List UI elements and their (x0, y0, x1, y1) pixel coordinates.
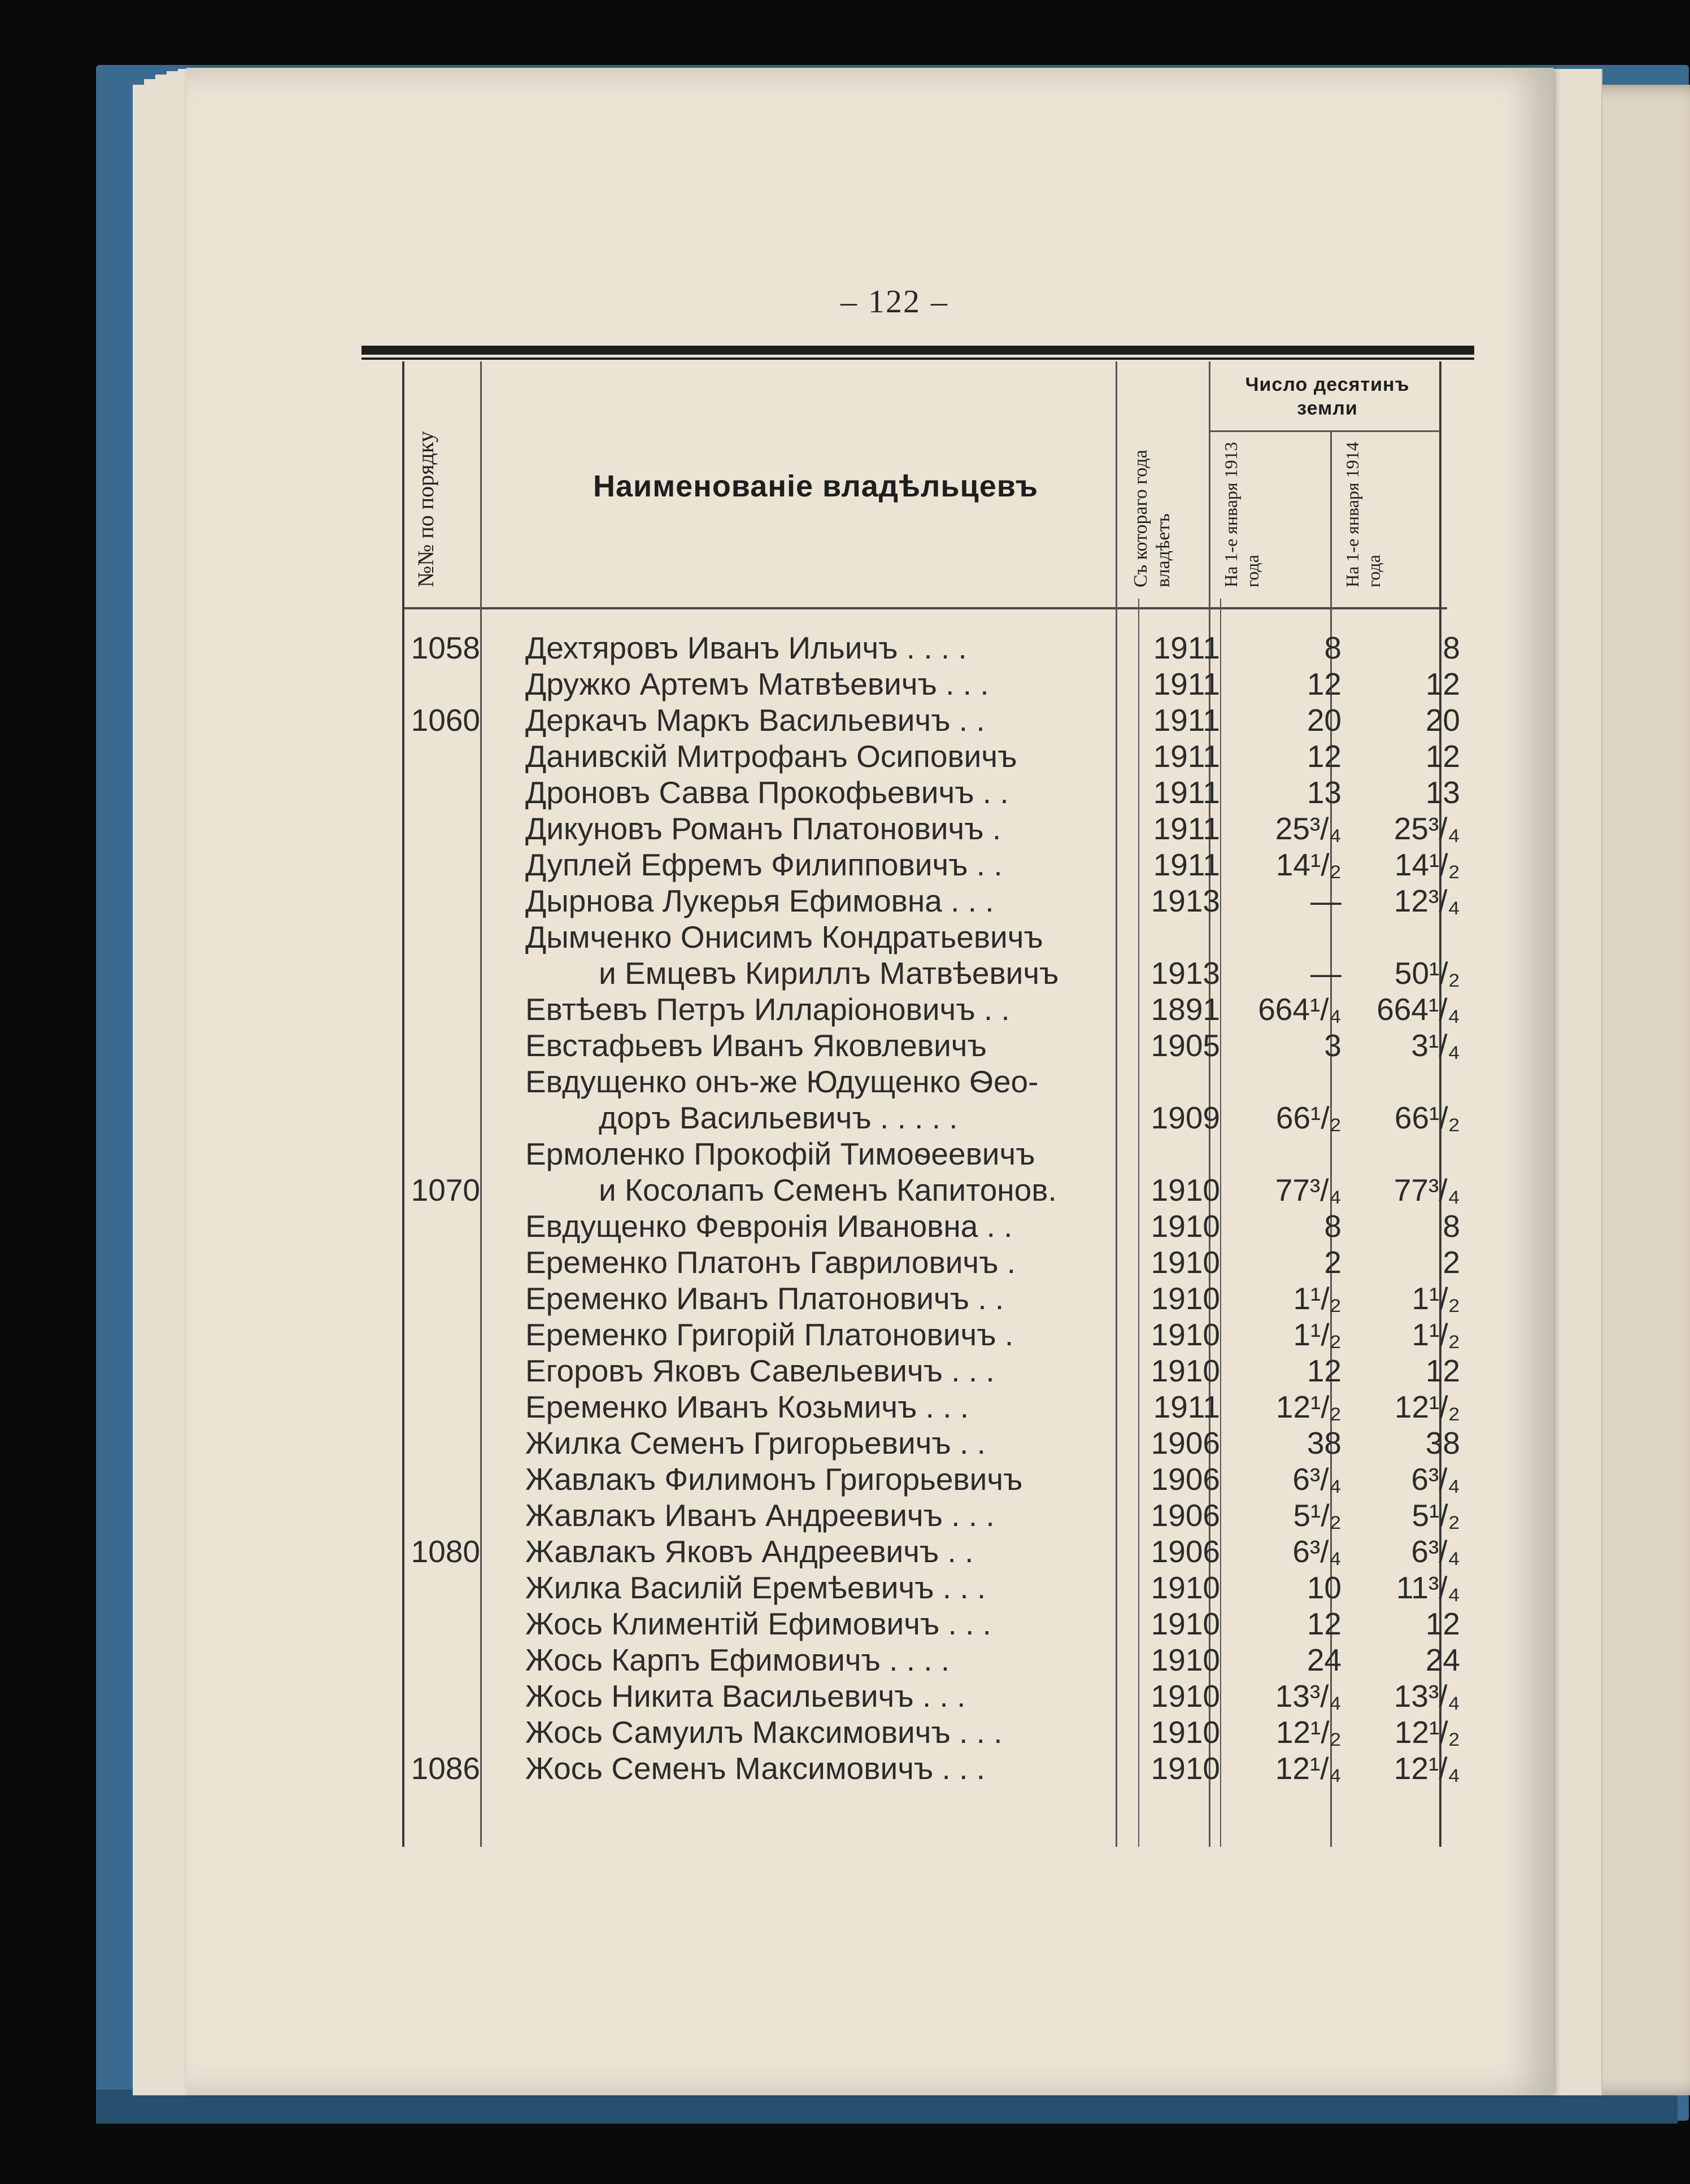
row-owner-name: Еременко Платонъ Гавриловичъ . (525, 1245, 1016, 1280)
header-number: №№ по порядку (413, 431, 438, 587)
row-since-year: 1906 (1151, 1462, 1220, 1497)
row-land-1914: 6³/₄ (1411, 1534, 1460, 1569)
row-owner-name: Еременко Иванъ Платоновичъ . . (525, 1281, 1004, 1316)
row-land-1913: 13 (1306, 775, 1341, 810)
row-since-year: 1906 (1151, 1498, 1220, 1533)
header-subdivider (1209, 430, 1440, 432)
row-land-1913: 20 (1306, 703, 1341, 738)
row-owner-name: Деркачъ Маркъ Васильевичъ . . (525, 703, 985, 738)
row-since-year: 1911 (1153, 739, 1220, 774)
row-land-1914: 13 (1425, 775, 1460, 810)
row-owner-name: Жавлакъ Филимонъ Григорьевичъ (525, 1462, 1023, 1497)
table-top-rule (361, 346, 1474, 355)
row-land-1914: 8 (1443, 630, 1460, 665)
row-land-1914: 66¹/₂ (1394, 1100, 1460, 1135)
row-land-1914: 77³/₄ (1393, 1172, 1460, 1207)
row-land-1914: 24 (1425, 1642, 1460, 1677)
row-land-1913: 12¹/₂ (1275, 1389, 1341, 1424)
row-land-1913: 66¹/₂ (1275, 1100, 1341, 1135)
header-name: Наименованіе владѣльцевъ (593, 469, 1038, 503)
row-since-year: 1910 (1151, 1245, 1220, 1280)
row-owner-name: Егоровъ Яковъ Савельевичъ . . . (525, 1353, 995, 1388)
row-land-1914: 13³/₄ (1393, 1679, 1460, 1714)
row-owner-name: Евстафьевъ Иванъ Яковлевичъ (525, 1028, 987, 1063)
row-owner-name: Дикуновъ Романъ Платоновичъ . (525, 811, 1001, 846)
row-land-1914: 14¹/₂ (1394, 847, 1460, 882)
row-land-1913: 12¹/₂ (1275, 1715, 1341, 1750)
row-since-year: 1910 (1151, 1570, 1220, 1605)
column-divider (1220, 599, 1221, 1847)
row-since-year: 1910 (1151, 1715, 1220, 1750)
row-land-1913: 6³/₄ (1292, 1534, 1341, 1569)
row-number: 1070 (411, 1172, 480, 1207)
row-land-1913: 38 (1306, 1426, 1341, 1461)
row-owner-name: Дырнова Лукерья Ефимовна . . . (525, 883, 994, 918)
row-land-1913: 12 (1306, 739, 1341, 774)
row-owner-name: Дехтяровъ Иванъ Ильичъ . . . . (525, 630, 967, 665)
row-land-1914: 3¹/₄ (1411, 1028, 1460, 1063)
row-land-1914: 38 (1425, 1426, 1460, 1461)
row-since-year: 1913 (1151, 956, 1220, 991)
row-land-1913: 5¹/₂ (1293, 1498, 1341, 1533)
row-land-1914: 12¹/₂ (1394, 1715, 1460, 1750)
row-owner-name: Евдущенко онъ-же Юдущенко Ѳео- (525, 1064, 1039, 1099)
row-land-1914: 20 (1425, 703, 1460, 738)
row-land-1914: 11³/₄ (1396, 1570, 1460, 1605)
row-number: 1060 (411, 703, 480, 738)
row-since-year: 1906 (1151, 1426, 1220, 1461)
row-land-1913: 6³/₄ (1292, 1462, 1341, 1497)
row-owner-name: Жавлакъ Яковъ Андреевичъ . . (525, 1534, 974, 1569)
row-since-year: 1911 (1153, 630, 1220, 665)
header-since-year: Съ котораго года владѣетъ (1130, 450, 1174, 587)
header-land-group: Число десятинъ земли (1245, 374, 1410, 419)
row-owner-name: Дуплей Ефремъ Филипповичъ . . (525, 847, 1003, 882)
row-land-1913: 1¹/₂ (1293, 1281, 1341, 1316)
row-land-1913: 24 (1306, 1642, 1341, 1677)
row-land-1914: 5¹/₂ (1412, 1498, 1460, 1533)
row-land-1914: 1¹/₂ (1412, 1317, 1460, 1352)
row-since-year: 1911 (1153, 703, 1220, 738)
row-owner-name-cont: доръ Васильевичъ . . . . . (599, 1100, 958, 1135)
page-number: – 122 – (840, 283, 948, 320)
row-since-year: 1910 (1151, 1317, 1220, 1352)
row-land-1913: 3 (1324, 1028, 1341, 1063)
row-since-year: 1911 (1153, 1389, 1220, 1424)
row-land-1913: 77³/₄ (1275, 1172, 1341, 1207)
row-since-year: 1910 (1151, 1172, 1220, 1207)
row-owner-name: Дружко Артемъ Матвѣевичъ . . . (525, 666, 989, 701)
row-land-1914: 12 (1425, 1353, 1460, 1388)
row-owner-name: Дроновъ Савва Прокофьевичъ . . (525, 775, 1009, 810)
row-land-1914: 12³/₄ (1393, 883, 1460, 918)
row-owner-name: Жось Самуилъ Максимовичъ . . . (525, 1715, 1003, 1750)
row-owner-name: Еременко Иванъ Козьмичъ . . . (525, 1389, 969, 1424)
row-land-1914: 12¹/₂ (1394, 1389, 1460, 1424)
row-land-1914: 1¹/₂ (1412, 1281, 1460, 1316)
row-land-1913: 12¹/₄ (1275, 1751, 1341, 1786)
row-since-year: 1911 (1153, 775, 1220, 810)
row-land-1913: 12 (1306, 666, 1341, 701)
row-land-1913: 10 (1306, 1570, 1341, 1605)
row-since-year: 1911 (1153, 666, 1220, 701)
row-owner-name-cont: и Емцевъ Кириллъ Матвѣевичъ (599, 956, 1059, 991)
row-owner-name: Жавлакъ Иванъ Андреевичъ . . . (525, 1498, 995, 1533)
row-land-1913: 8 (1324, 1209, 1341, 1244)
row-since-year: 1910 (1151, 1209, 1220, 1244)
column-divider (480, 361, 482, 1847)
row-owner-name-cont: и Косолапъ Семенъ Капитонов. (599, 1172, 1057, 1207)
row-owner-name: Дымченко Онисимъ Кондратьевичъ (525, 919, 1043, 954)
row-land-1914: 12 (1425, 666, 1460, 701)
row-owner-name: Жось Карпъ Ефимовичъ . . . . (525, 1642, 950, 1677)
row-land-1914: 12 (1425, 739, 1460, 774)
row-since-year: 1910 (1151, 1606, 1220, 1641)
row-land-1914: 25³/₄ (1393, 811, 1460, 846)
row-since-year: 1911 (1153, 811, 1220, 846)
table-header-rule (402, 607, 1447, 609)
row-number: 1080 (411, 1534, 480, 1569)
row-land-1914: 8 (1443, 1209, 1460, 1244)
row-since-year: 1913 (1151, 883, 1220, 918)
row-land-1914: 12 (1425, 1606, 1460, 1641)
row-since-year: 1910 (1151, 1679, 1220, 1714)
column-divider (402, 361, 404, 1847)
row-since-year: 1910 (1151, 1642, 1220, 1677)
row-land-1913: 12 (1306, 1606, 1341, 1641)
column-divider (1116, 361, 1117, 1847)
row-land-1913: 664¹/₄ (1258, 992, 1341, 1027)
row-owner-name: Данивскій Митрофанъ Осиповичъ (525, 739, 1017, 774)
row-owner-name: Жилка Семенъ Григорьевичъ . . (525, 1426, 986, 1461)
header-jan-1914: На 1-е января 1914 года (1342, 442, 1384, 587)
row-owner-name: Евтѣевъ Петръ Илларіоновичъ . . (525, 992, 1010, 1027)
row-land-1913: — (1310, 956, 1341, 991)
row-since-year: 1909 (1151, 1100, 1220, 1135)
row-since-year: 1911 (1153, 847, 1220, 882)
row-since-year: 1906 (1151, 1534, 1220, 1569)
row-owner-name: Жось Семенъ Максимовичъ . . . (525, 1751, 985, 1786)
row-number: 1086 (411, 1751, 480, 1786)
row-land-1913: 13³/₄ (1275, 1679, 1341, 1714)
row-land-1913: 8 (1324, 630, 1341, 665)
row-owner-name: Еременко Григорій Платоновичъ . (525, 1317, 1014, 1352)
row-since-year: 1891 (1151, 992, 1220, 1027)
table-top-rule-thin (361, 358, 1474, 360)
row-land-1913: 12 (1306, 1353, 1341, 1388)
row-since-year: 1910 (1151, 1751, 1220, 1786)
row-land-1913: 14¹/₂ (1275, 847, 1341, 882)
row-land-1914: 2 (1443, 1245, 1460, 1280)
row-since-year: 1910 (1151, 1281, 1220, 1316)
row-land-1914: 6³/₄ (1411, 1462, 1460, 1497)
row-land-1913: 2 (1324, 1245, 1341, 1280)
row-land-1914: 12¹/₄ (1393, 1751, 1460, 1786)
row-owner-name: Жось Никита Васильевичъ . . . (525, 1679, 966, 1714)
row-owner-name: Жилка Василій Еремѣевичъ . . . (525, 1570, 986, 1605)
row-land-1913: 25³/₄ (1275, 811, 1341, 846)
row-owner-name: Ермоленко Прокофій Тимоѳеевичъ (525, 1136, 1035, 1171)
row-land-1914: 50¹/₂ (1394, 956, 1460, 991)
row-since-year: 1910 (1151, 1353, 1220, 1388)
row-land-1913: — (1310, 883, 1341, 918)
row-number: 1058 (411, 630, 480, 665)
row-land-1914: 664¹/₄ (1377, 992, 1460, 1027)
row-owner-name: Жось Климентій Ефимовичъ . . . (525, 1606, 991, 1641)
header-jan-1913: На 1-е января 1913 года (1221, 442, 1262, 587)
row-owner-name: Евдущенко Февронія Ивановна . . (525, 1209, 1013, 1244)
row-since-year: 1905 (1151, 1028, 1220, 1063)
row-land-1913: 1¹/₂ (1293, 1317, 1341, 1352)
